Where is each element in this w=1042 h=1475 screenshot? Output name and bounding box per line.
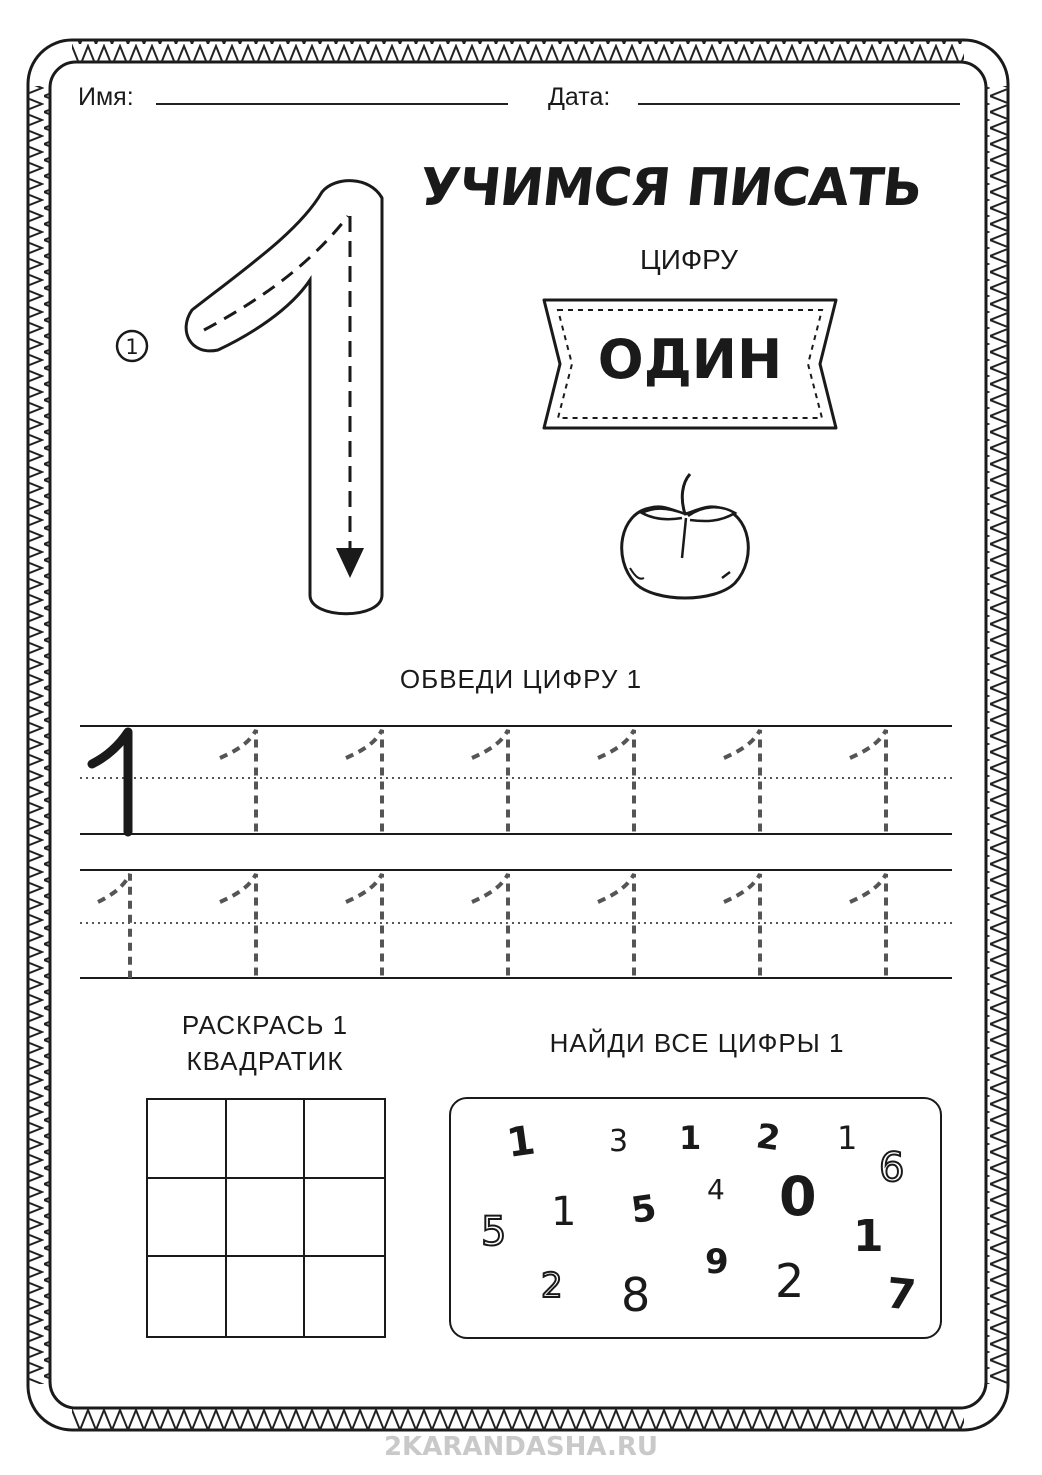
tomato-icon (610, 468, 760, 608)
name-label: Имя: (78, 83, 134, 111)
date-label: Дата: (548, 83, 611, 111)
trace-digit (98, 874, 886, 978)
date-line[interactable] (638, 103, 960, 105)
grid-cell[interactable] (227, 1179, 306, 1258)
grid-cell[interactable] (227, 1100, 306, 1179)
find-digit: 1 (679, 1119, 702, 1157)
find-digit: 1 (551, 1189, 577, 1235)
find-digit: 6 (879, 1145, 905, 1191)
grid-cell[interactable] (227, 1257, 306, 1336)
grid-cell[interactable] (148, 1257, 227, 1336)
find-digit: 2 (775, 1254, 805, 1308)
trace-digit (220, 730, 886, 834)
find-digit: 1 (503, 1117, 538, 1167)
big-digit-outline (100, 170, 400, 630)
grid-cell[interactable] (305, 1100, 384, 1179)
color-section-title-line2: КВАДРАТИК (186, 1046, 344, 1076)
find-digit: 3 (609, 1124, 629, 1159)
find-digit: 8 (621, 1268, 651, 1322)
page-subtitle: ЦИФРУ (640, 244, 738, 275)
trace-section-title: ОБВЕДИ ЦИФРУ 1 (399, 664, 643, 694)
find-digit: 7 (883, 1268, 919, 1321)
page-title: УЧИМСЯ ПИСАТЬ (416, 158, 925, 218)
color-section-title-line1: РАСКРАСЬ 1 (181, 1010, 349, 1040)
find-digit: 2 (753, 1116, 783, 1160)
grid-cell[interactable] (305, 1179, 384, 1258)
find-section-title: НАЙДИ ВСЕ ЦИФРЫ 1 (549, 1028, 845, 1058)
grid-cell[interactable] (148, 1100, 227, 1179)
grid-cell[interactable] (148, 1179, 227, 1258)
find-digit: 9 (705, 1242, 729, 1282)
grid-cell[interactable] (305, 1257, 384, 1336)
find-digit: 2 (541, 1266, 563, 1306)
trace-rows (80, 712, 960, 982)
find-digit: 5 (628, 1187, 660, 1232)
watermark: 2KARANDASHA.RU (383, 1432, 659, 1462)
find-digit: 1 (853, 1211, 884, 1262)
find-digit: 1 (837, 1119, 858, 1157)
find-digits (449, 1097, 942, 1339)
solid-digit-one (92, 732, 128, 832)
color-grid (146, 1098, 386, 1338)
find-digit: 5 (481, 1209, 507, 1255)
find-digit: 0 (779, 1165, 817, 1228)
name-line[interactable] (156, 103, 508, 105)
number-word: ОДИН (597, 328, 783, 391)
find-digit: 4 (707, 1173, 725, 1206)
step-marker: 1 (125, 335, 139, 359)
